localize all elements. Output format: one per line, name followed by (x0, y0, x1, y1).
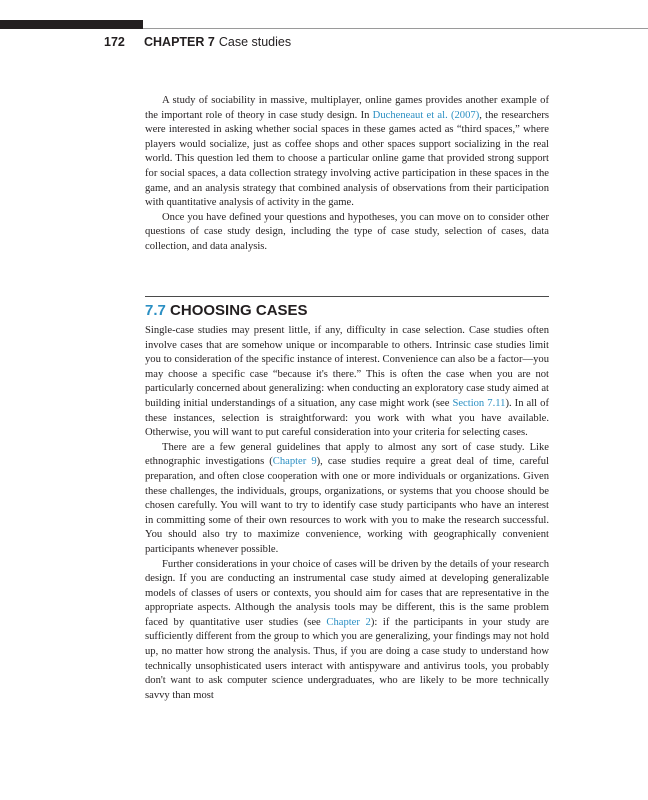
intro-paragraph-2: Once you have defined your questions and hypotheses, you can move on to consider other questions of case study design, including the type of case study, selection of cases, data collection, and data analysis. (145, 211, 549, 252)
chapter-label: CHAPTER 7 (144, 35, 215, 49)
section-paragraph-2: There are a few general guidelines that apply to almost any sort of case study. Like ethnographic investigations (Chapter 9), case studies require a great deal of time, careful preparation, and often close cooperation with one or more individuals or organizations. Given these challenges, the individuals, groups, organizations, or systems that you choose should be chosen carefully. You will want to try to identify case study participants who have an interest in committing some of their own resources to work with you to make the research successful. You should also try to maximize convenience, working with geographically convenient participants whenever possible. (145, 441, 549, 555)
section-rule (145, 296, 549, 297)
chapter-title: Case studies (218, 35, 292, 49)
page-number: 172 (104, 35, 125, 49)
chapter-2-link[interactable]: Chapter 2 (326, 616, 371, 628)
chapter-9-link[interactable]: Chapter 9 (272, 456, 317, 468)
section-text (145, 324, 549, 703)
intro-paragraph-1: A study of sociability in massive, multiplayer, online games provides another example of the important role of theory in case study design. In Ducheneaut et al. (2007), the researchers were interested in asking whether social spaces in these games acted as “third spaces,” where players would socialize, just as coffee shops and other spaces support socializing in the real world. This question led them to choose a particular online game that provided strong support for social spaces, a data collection strategy involving active participation in these spaces in the game, and an analysis strategy that combined analysis of observations from their participation with quantitative analysis of activity in the game. (145, 95, 549, 209)
section-number: 7.7 (145, 302, 166, 319)
header-rule (143, 28, 648, 29)
citation-ducheneaut-link[interactable]: Ducheneaut et al. (2007) (372, 109, 480, 121)
section-heading (145, 302, 308, 319)
running-header (104, 35, 291, 53)
section-paragraph-3: Further considerations in your choice of cases will be driven by the details of your research design. If you are conducting an instrumental case study aimed at developing generalizable models of classes of users or contexts, you should aim for cases that are representative in the appropriate aspects. Although the analysis tools may be different, this is the same problem faced by quantitative user studies (see Chapter 2): if the participants in your study are sufficiently different from the group to which you are generalizing, your findings may not hold up, no matter how strong the analysis. Thus, if you are doing a case study to understand how technically unsophisticated users interact with antispyware and antivirus tools, you probably don't want to ask computer science undergraduates, who are likely to be more technically savvy than most (145, 558, 549, 701)
section-7-11-link[interactable]: Section 7.11 (452, 397, 506, 409)
header-black-bar (0, 20, 143, 29)
intro-text (145, 94, 549, 255)
section-paragraph-1: Single-case studies may present little, if any, difficulty in case selection. Case studies often involve cases that are somehow unique or incomparable to others. Intrinsic case studies limit you to consideration of the specific instance of interest. Convenience can also be a factor—you may choose a specific case “because it's there.” This is often the case when you are not particularly concerned about generalizing: when conducting an exploratory case study aimed at building initial understandings of a situation, any case might work (see Section 7.11). In all of these instances, selection is straightforward: you work with what you have available. Otherwise, you will want to put careful consideration into your criteria for selecting cases. (145, 325, 549, 439)
section-title: CHOOSING CASES (170, 302, 308, 319)
